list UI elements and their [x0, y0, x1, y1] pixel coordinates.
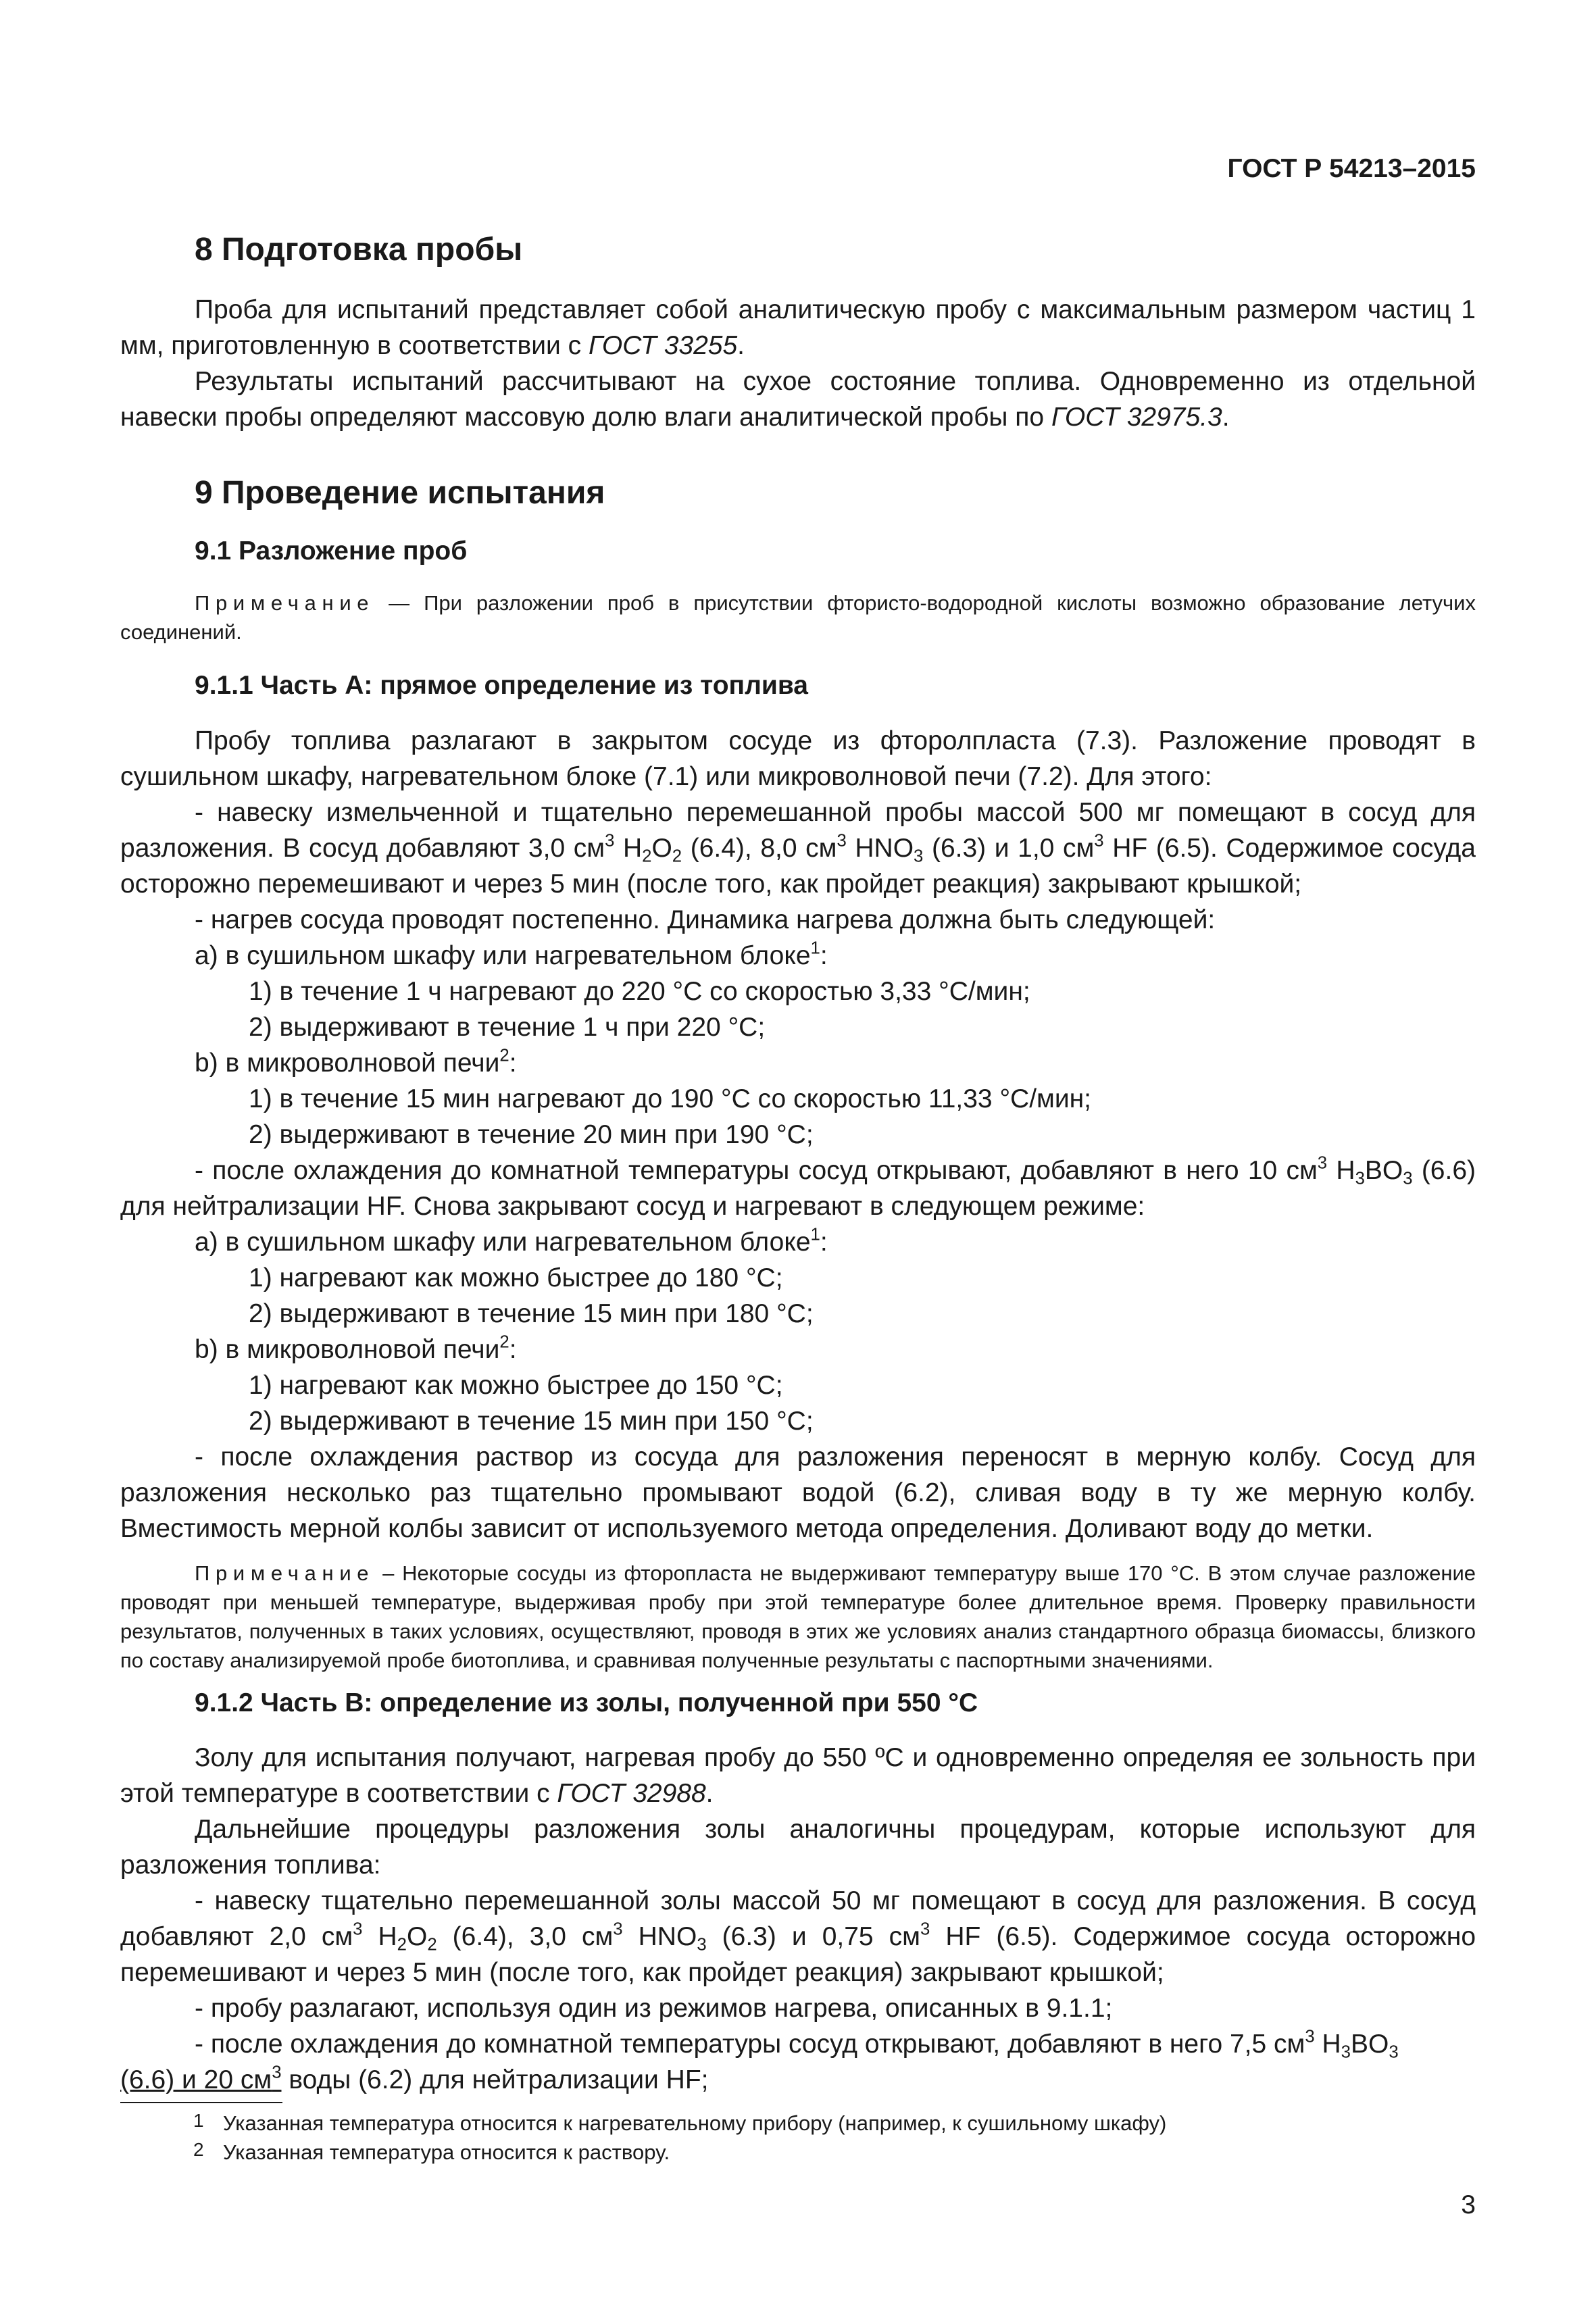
page-number: 3 [1461, 2190, 1476, 2219]
part-a-paragraph-2: - навеску измельченной и тщательно перемешанной пробы массой 500 мг помещают в сосуд для разложения. В сосуд добавляют 3,0 $см^3$ $H_2O_2$ (6.4), 8,0 $см^3$ $HNO_3$ (6.3) и 1,0 $см^3$ HF (6.5). Содержимое сосуда осторожно перемешивают и через 5 мин (после того, как пройдет реакция) закрывают крышкой; [120, 797, 1476, 899]
list-item-b-second: b) в микроволновой печи$^2$: [195, 1332, 517, 1364]
list-item-a-second: а) в сушильном шкафу или нагревательном блоке$^1$: [195, 1225, 828, 1257]
part-a-paragraph-1: Пробу топлива разлагают в закрытом сосуде из фторолпласта (7.3). Разложение проводят в сушильном шкафу, нагревательном блоке (7.1) или микроволновой печи (7.2). Для этого: [120, 726, 1476, 791]
gost-reference: ГОСТ 32988 [557, 1779, 706, 1809]
gost-reference: ГОСТ 32975.3 [1051, 403, 1222, 432]
section-9-1-1-title: 9.1.1 Часть А: прямое определение из топлива [195, 670, 808, 700]
page-content [120, 230, 1476, 2167]
part-a-paragraph-4: - после охлаждения до комнатной температуры сосуд открывают, добавляют в него 10 $см^3$ $H_3BO_3$ (6.6) для нейтрализации HF. Снова закрывают сосуд и нагревают в следующем режиме: [120, 1153, 1476, 1221]
gost-reference: ГОСТ 33255 [588, 331, 738, 360]
note-label: Примечание [195, 590, 375, 615]
section-8-paragraph-2: Результаты испытаний рассчитывают на сухое состояние топлива. Одновременно из отдельной навески пробы определяют массовую долю влаги аналитической пробы по ГОСТ 32975.3. [120, 367, 1476, 432]
note-label: Примечание [195, 1561, 375, 1585]
part-a-paragraph-3: - нагрев сосуда проводят постепенно. Динамика нагрева должна быть следующей: [195, 905, 1216, 934]
part-b-paragraph-2: Дальнейшие процедуры разложения золы аналогичны процедурам, которые используют для разложения топлива: [120, 1815, 1476, 1880]
part-a-paragraph-5: - после охлаждения раствор из сосуда для разложения переносят в мерную колбу. Сосуд для разложения несколько раз тщательно промывают водой (6.2), сливая воду в ту же мерную колбу. Вместимость мерной колбы зависит от используемого метода определения. Доливают воду до метки. [120, 1442, 1476, 1543]
footnote-1: 1 Указанная температура относится к нагревательному прибору (например, к сушильному шкафу) [193, 2110, 1167, 2136]
list-item-a-2: 2) выдерживают в течение 1 ч при 220 °С; [249, 1012, 766, 1042]
section-8-paragraph-1: Проба для испытаний представляет собой аналитическую пробу с максимальным размером частиц 1 мм, приготовленную в соответствии с ГОСТ 33255. [120, 295, 1476, 360]
part-b-paragraph-1: Золу для испытания получают, нагревая пробу до 550 ºС и одновременно определяя ее зольность при этой температуре в соответствии с ГОСТ 32988. [120, 1743, 1476, 1809]
section-9-1-title: 9.1 Разложение проб [195, 536, 468, 565]
list-item-a-second-2: 2) выдерживают в течение 15 мин при 180 °С; [249, 1299, 814, 1328]
note-2: Примечание – Некоторые сосуды из фторопласта не выдерживают температуру выше 170 °С. В этом случае разложение проводят при меньшей температуре, выдерживая пробу при этой температуре более длительное время. Проверку правильности результатов, полученных в таких условиях, осуществляют, проводя в этих же условиях анализ стандартного образца биомассы, близкого по составу анализируемой пробе биотоплива, и сравнивая полученные результаты с паспортными значениями. [120, 1561, 1476, 1672]
list-item-b-second-1: 1) нагревают как можно быстрее до 150 °С; [249, 1370, 783, 1400]
document-code-header: ГОСТ Р 54213–2015 [1227, 154, 1476, 183]
document-page [120, 0, 1476, 2314]
list-item-a-1: 1) в течение 1 ч нагревают до 220 °С со скоростью 3,33 °С/мин; [249, 976, 1030, 1006]
note-1: Примечание — При разложении проб в присутствии фтористо-водородной кислоты возможно образование летучих соединений. [120, 590, 1476, 644]
footnote-2: 2 Указанная температура относится к раствору. [193, 2139, 670, 2165]
section-9-1-2-title: 9.1.2 Часть В: определение из золы, полученной при 550 °С [195, 1688, 978, 1717]
part-b-paragraph-3: - навеску тщательно перемешанной золы массой 50 мг помещают в сосуд для разложения. В сосуд добавляют 2,0 $см^3$ $H_2O_2$ (6.4), 3,0 $см^3$ $HNO_3$ (6.3) и 0,75 $см^3$ HF (6.5). Содержимое сосуда осторожно перемешивают и через 5 мин (после того, как пройдет реакция) закрывают крышкой; [120, 1886, 1476, 1988]
part-b-paragraph-5: - после охлаждения до комнатной температуры сосуд открывают, добавляют в него 7,5 $см^3$ $H_3BO_3$ (6.6) и 20 $см^3$ воды (6.2) для нейтрализации HF; [120, 2027, 1399, 2095]
list-item-b-second-2: 2) выдерживают в течение 15 мин при 150 °С; [249, 1406, 814, 1436]
section-9-title: 9 Проведение испытания [195, 475, 605, 511]
part-b-paragraph-4: - пробу разлагают, используя один из режимов нагрева, описанных в 9.1.1; [195, 1994, 1113, 2023]
list-item-b-2: 2) выдерживают в течение 20 мин при 190 °С; [249, 1120, 814, 1149]
section-8-title: 8 Подготовка пробы [195, 232, 523, 268]
list-item-b-1: 1) в течение 15 мин нагревают до 190 °С со скоростью 11,33 °С/мин; [249, 1084, 1092, 1113]
list-item-a-second-1: 1) нагревают как можно быстрее до 180 °С; [249, 1263, 783, 1292]
list-item-b: b) в микроволновой печи$^2$: [195, 1046, 517, 1078]
footnote-separator [120, 2102, 282, 2103]
list-item-a: а) в сушильном шкафу или нагревательном блоке$^1$: [195, 938, 828, 970]
